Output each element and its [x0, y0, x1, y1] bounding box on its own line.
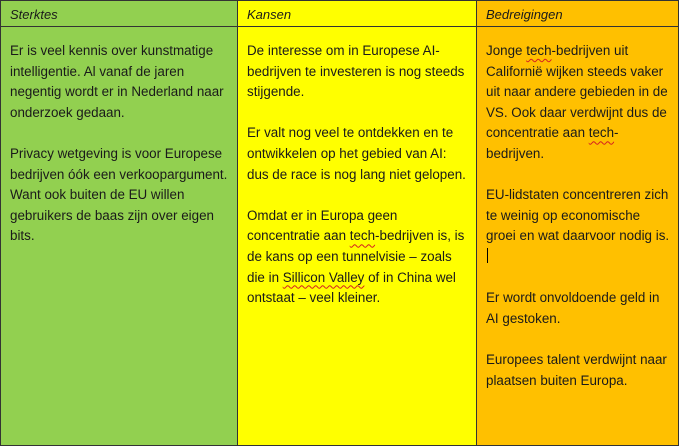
- spellcheck-word-tech: tech: [526, 43, 552, 58]
- spellcheck-word-tech: tech: [349, 228, 376, 244]
- bedreigingen-p2-period: .: [665, 228, 670, 244]
- bedreigingen-p1-text-a: Jonge: [486, 43, 527, 58]
- sterktes-paragraph-2: Privacy wetgeving is voor Europese bedrijven óók een verkoopargument. Want ook buiten de EU willen gebruikers de baas zijn over eigen bits.: [10, 145, 228, 244]
- cell-sterktes[interactable]: [1, 27, 238, 446]
- kansen-paragraph-2: Er valt nog veel te ontdekken en te ontwikkelen op het gebied van AI: dus de race is nog lang niet gelopen.: [247, 125, 466, 182]
- bedreigingen-paragraph-3: Er wordt onvoldoende geld in AI gestoken.: [486, 290, 660, 326]
- header-kansen[interactable]: Kansen: [238, 1, 477, 27]
- header-bedreigingen[interactable]: Bedreigingen: [477, 1, 679, 27]
- bedreigingen-p1-text-b: -bedrijven uit Californië wijken steeds vaker uit naar andere gebieden in de VS. Ook daar verdwijnt dus de concentratie aan: [486, 43, 668, 141]
- spellcheck-word-tech: tech: [588, 125, 615, 141]
- kansen-p3-text-b: -bedrijven is, is de kans op een tunnelvisie – zoals die in: [247, 228, 465, 285]
- cell-bedreigingen[interactable]: [477, 27, 679, 446]
- bedreigingen-p1-text-c: -bedrijven.: [486, 125, 619, 161]
- kansen-paragraph-1: De interesse om in Europese AI-bedrijven te investeren is nog steeds stijgende.: [247, 43, 465, 100]
- spellcheck-word-sillicon-valley: Sillicon Valley: [282, 269, 365, 285]
- header-sterktes[interactable]: Sterktes: [1, 1, 238, 27]
- kansen-p3-text-a: Omdat er in Europa geen concentratie aan: [247, 207, 398, 244]
- kansen-p3-text-c: of in China wel ontstaat – veel kleiner.: [247, 269, 456, 306]
- kansen-paragraph-3: [247, 206, 468, 309]
- cell-kansen[interactable]: [238, 27, 477, 446]
- content-row: [1, 27, 679, 446]
- text-cursor: [487, 248, 488, 263]
- header-row: [1, 1, 679, 27]
- bedreigingen-paragraph-4: Europees talent verdwijnt naar plaatsen buiten Europa.: [486, 351, 667, 388]
- sterktes-paragraph-1: Er is veel kennis over kunstmatige intelligentie. Al vanaf de jaren negentig wordt er in Nederland naar onderzoek gedaan.: [10, 43, 224, 120]
- bedreigingen-paragraph-1: [486, 41, 670, 165]
- bedreigingen-paragraph-2: [486, 185, 670, 267]
- bedreigingen-p2-text: EU-lidstaten concentreren zich te weinig op economische groei en wat daarvoor nodig is: [486, 187, 669, 244]
